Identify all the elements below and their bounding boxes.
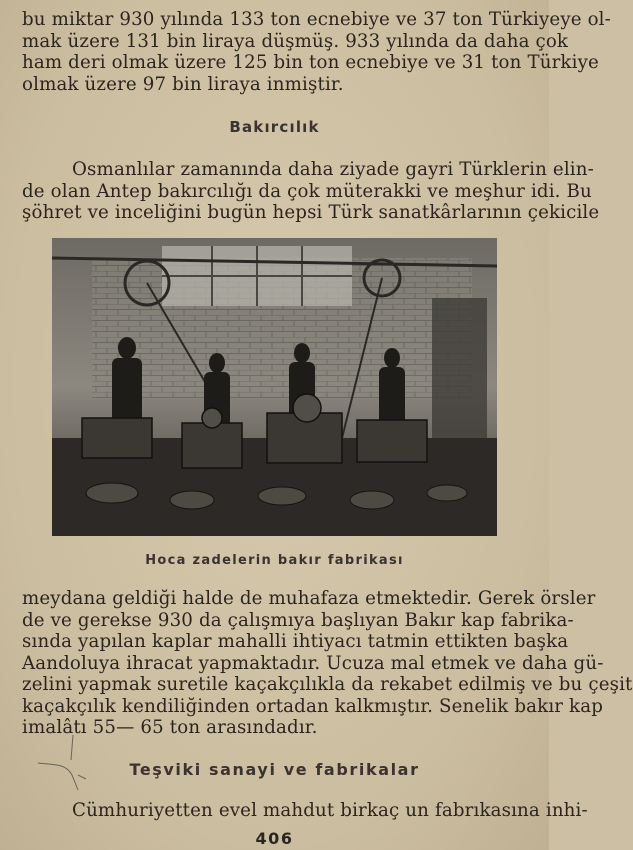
factory-photo-illustration bbox=[52, 238, 497, 536]
text-line: de olan Antep bakırcılığı da çok müterakki ve meşhur idi. Bu bbox=[22, 180, 592, 202]
text-line: şöhret ve inceliğini bugün hepsi Türk sanatkârlarının çekicile bbox=[22, 202, 600, 223]
second-heading: Teşviki sanayi ve fabrikalar bbox=[129, 760, 420, 779]
intro-paragraph bbox=[22, 159, 600, 224]
text-line: Osmanlılar zamanında daha ziyade gayri Türklerin elin- bbox=[72, 159, 594, 180]
text-line: meydana geldiği halde de muhafaza etmektedir. Gerek örsler bbox=[22, 588, 596, 609]
text-line: zelini yapmak suretile kaçakçılıkla da rekabet edilmiş ve bu çeşit bbox=[22, 674, 633, 695]
text-line: Cümhuriyetten evel mahdut birkaç un fabrıkasına inhi- bbox=[72, 800, 588, 821]
closing-paragraph bbox=[22, 800, 588, 822]
text-line: kaçakçılık kendiliğinden ortadan kalkmıştır. Senelik bakır kap bbox=[22, 695, 604, 717]
text-line: bu miktar 930 yılında 133 ton ecnebiye ve 37 ton Türkiyeye ol- bbox=[22, 9, 611, 30]
text-line: sında yapılan kaplar mahalli ihtiyacı tatmin ettikten başka bbox=[22, 631, 569, 652]
page-number: 406 bbox=[255, 829, 294, 848]
text-line: mak üzere 131 bin liraya düşmüş. 933 yılında da daha çok bbox=[22, 30, 569, 52]
text-line: ham deri olmak üzere 125 bin ton ecnebiye ve 31 ton Türkiye bbox=[22, 52, 599, 73]
text-line: Aandoluya ihracat yapmaktadır. Ucuza mal etmek ve daha gü- bbox=[22, 652, 604, 674]
text-line: de ve gerekse 930 da çalışmıya başlıyan Bakır kap fabrika- bbox=[22, 609, 574, 631]
section-heading: Bakırcılık bbox=[229, 118, 320, 136]
photo-caption: Hoca zadelerin bakır fabrikası bbox=[145, 553, 404, 568]
main-paragraph bbox=[22, 588, 633, 739]
text-line: imalâtı 55— 65 ton arasındadır. bbox=[22, 717, 318, 738]
top-paragraph bbox=[22, 9, 611, 95]
factory-photograph bbox=[52, 238, 497, 536]
text-line: olmak üzere 97 bin liraya inmiştir. bbox=[22, 73, 344, 95]
